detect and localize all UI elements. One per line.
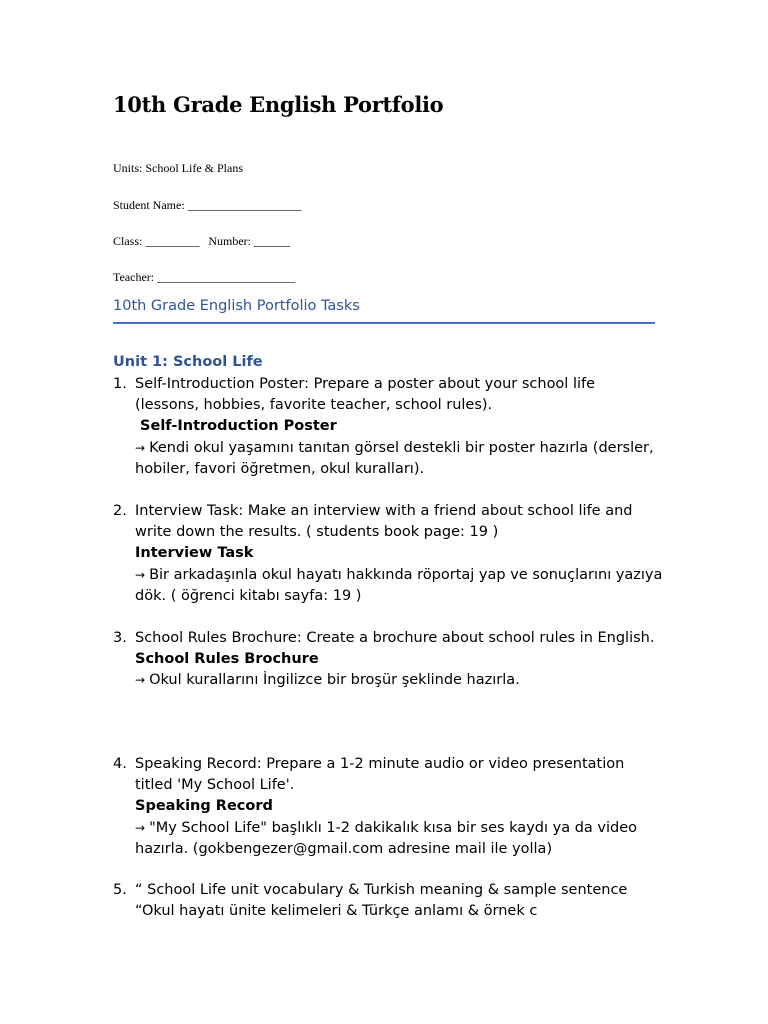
task-description: Self-Introduction Poster: Prepare a poster about your school life (lessons, hobbies, favorite teacher, school rules). xyxy=(135,376,596,414)
task-translation-block xyxy=(135,670,663,691)
task-number: 3. xyxy=(113,630,127,646)
task-subtitle: Interview Task xyxy=(135,545,254,562)
task-subtitle: Self-Introduction Poster xyxy=(135,418,337,435)
task-item-5 xyxy=(113,880,663,922)
arrow-icon: → xyxy=(135,673,146,688)
student-name-line: Student Name: ___________________ xyxy=(113,198,302,212)
section-heading: 10th Grade English Portfolio Tasks xyxy=(113,298,360,314)
task-translation-block xyxy=(135,438,663,480)
arrow-icon: → xyxy=(135,567,146,582)
teacher-line: Teacher: _______________________ xyxy=(113,270,296,284)
arrow-icon: → xyxy=(135,820,146,835)
task-translation-block xyxy=(135,565,663,607)
unit-heading: Unit 1: School Life xyxy=(113,354,263,370)
task-subtitle: Speaking Record xyxy=(135,798,273,815)
task-number: 4. xyxy=(113,756,127,772)
task-item-4 xyxy=(113,754,663,860)
task-description: Interview Task: Make an interview with a friend about school life and write down the results. ( students book page: 19 ) xyxy=(135,503,633,541)
task-description: Speaking Record: Prepare a 1-2 minute audio or video presentation titled 'My School Life'. xyxy=(135,756,625,794)
task-translation: "My School Life" başlıklı 1-2 dakikalık kısa bir ses kaydı ya da video hazırla. (gokbengezer@gmail.com adresine mail ile yolla) xyxy=(135,819,638,857)
task-translation-block xyxy=(135,818,663,860)
task-description-line2: “Okul hayatı ünite kelimeleri & Türkçe anlamı & örnek c xyxy=(135,903,538,920)
task-translation: Kendi okul yaşamını tanıtan görsel destekli bir poster hazırla (dersler, hobiler, favori öğretmen, okul kuralları). xyxy=(135,439,654,477)
task-translation: Bir arkadaşınla okul hayatı hakkında röportaj yap ve sonuçlarını yazıya dök. ( öğrenci kitabı sayfa: 19 ) xyxy=(135,566,663,604)
heading-divider xyxy=(113,322,655,324)
class-number-line: Class: _________ Number: ______ xyxy=(113,234,290,248)
arrow-icon: → xyxy=(135,440,146,455)
task-number: 5. xyxy=(113,882,127,898)
task-number: 1. xyxy=(113,376,127,392)
task-number: 2. xyxy=(113,503,127,519)
task-subtitle: School Rules Brochure xyxy=(135,651,319,668)
task-description: “ School Life unit vocabulary & Turkish meaning & sample sentence xyxy=(135,882,628,898)
task-item-2 xyxy=(113,501,663,607)
task-item-1 xyxy=(113,374,663,480)
task-translation: Okul kurallarını İngilizce bir broşür şeklinde hazırla. xyxy=(149,672,520,689)
task-item-3 xyxy=(113,628,663,692)
task-description: School Rules Brochure: Create a brochure about school rules in English. xyxy=(135,630,655,646)
units-line: Units: School Life & Plans xyxy=(113,161,243,175)
document-title: 10th Grade English Portfolio xyxy=(113,92,444,117)
